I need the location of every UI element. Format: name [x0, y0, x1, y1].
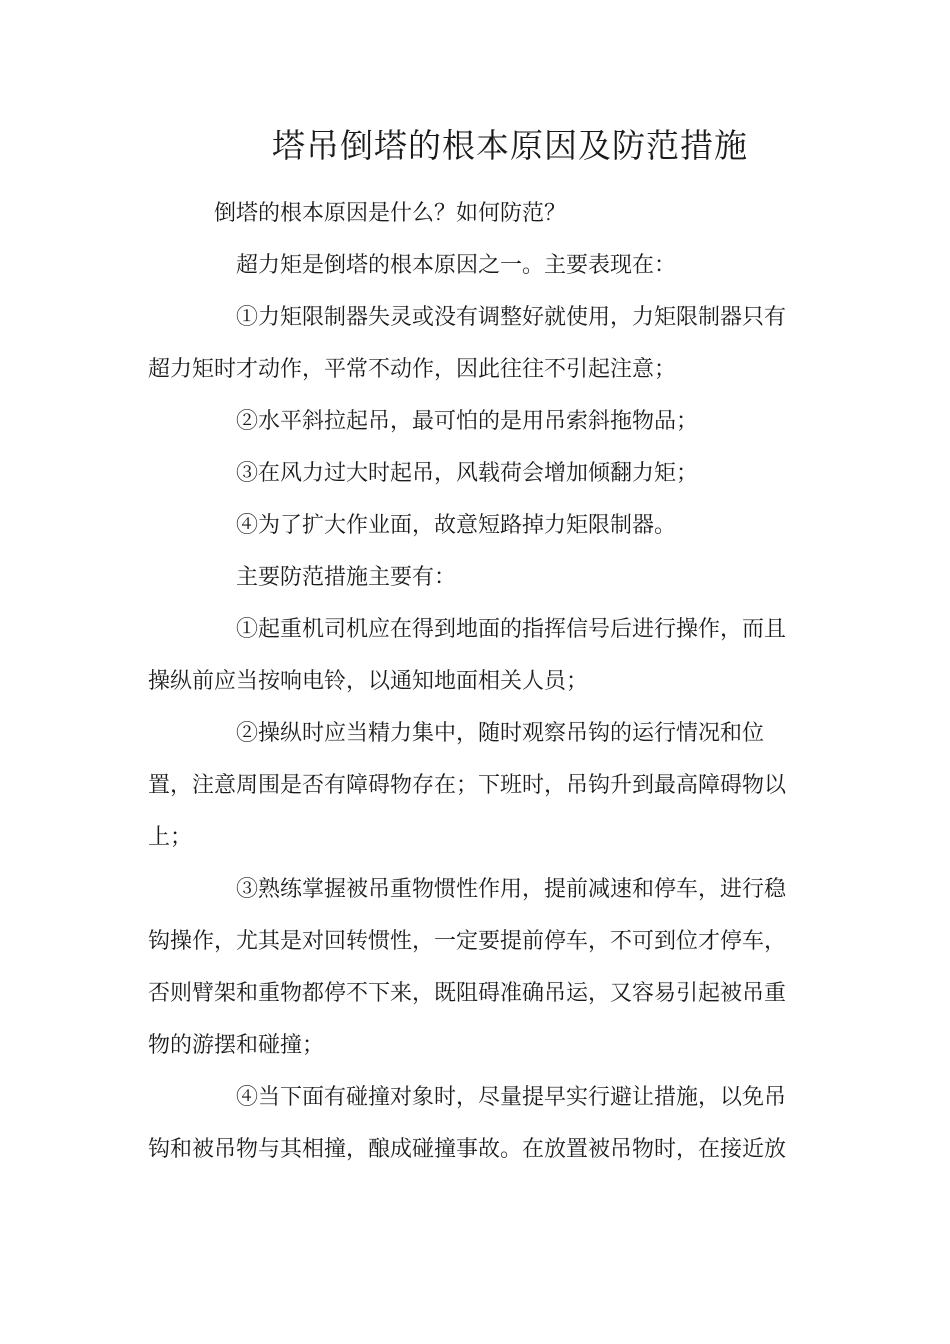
measure-3-line-1: ③熟练掌握被吊重物惯性作用，提前减速和停车，进行稳	[236, 877, 787, 902]
measure-3-line-4: 物的游摆和碰撞；	[148, 1033, 325, 1058]
measure-1-line-2: 操纵前应当按响电铃，以通知地面相关人员；	[148, 669, 589, 694]
page-title: 塔吊倒塔的根本原因及防范措施	[272, 126, 748, 165]
measure-2-line-2: 置，注意周围是否有障碍物存在；下班时，吊钩升到最高障碍物以	[148, 773, 787, 798]
cause-3: ③在风力过大时起吊，风载荷会增加倾翻力矩；	[236, 461, 699, 486]
measure-3-line-2: 钩操作，尤其是对回转惯性，一定要提前停车，不可到位才停车，	[148, 929, 787, 954]
measure-4-line-1: ④当下面有碰撞对象时，尽量提早实行避让措施，以免吊	[236, 1085, 787, 1110]
cause-4: ④为了扩大作业面，故意短路掉力矩限制器。	[236, 513, 677, 538]
measure-3-line-3: 否则臂架和重物都停不下来，既阻碍准确吊运，又容易引起被吊重	[148, 981, 787, 1006]
measure-2-line-3: 上；	[148, 825, 193, 850]
cause-intro-paragraph: 超力矩是倒塔的根本原因之一。主要表现在：	[236, 253, 677, 278]
measure-2-line-1: ②操纵时应当精力集中，随时观察吊钩的运行情况和位	[236, 721, 765, 746]
measures-intro-paragraph: 主要防范措施主要有：	[236, 565, 457, 590]
cause-1-line-1: ①力矩限制器失灵或没有调整好就使用，力矩限制器只有	[236, 305, 787, 330]
cause-1-line-2: 超力矩时才动作，平常不动作，因此往往不引起注意；	[148, 357, 677, 382]
measure-4-line-2: 钩和被吊物与其相撞，酿成碰撞事故。在放置被吊物时，在接近放	[148, 1137, 787, 1162]
measure-1-line-1: ①起重机司机应在得到地面的指挥信号后进行操作，而且	[236, 617, 787, 642]
question-paragraph: 倒塔的根本原因是什么？如何防范？	[214, 201, 567, 226]
cause-2: ②水平斜拉起吊，最可怕的是用吊索斜拖物品；	[236, 409, 699, 434]
